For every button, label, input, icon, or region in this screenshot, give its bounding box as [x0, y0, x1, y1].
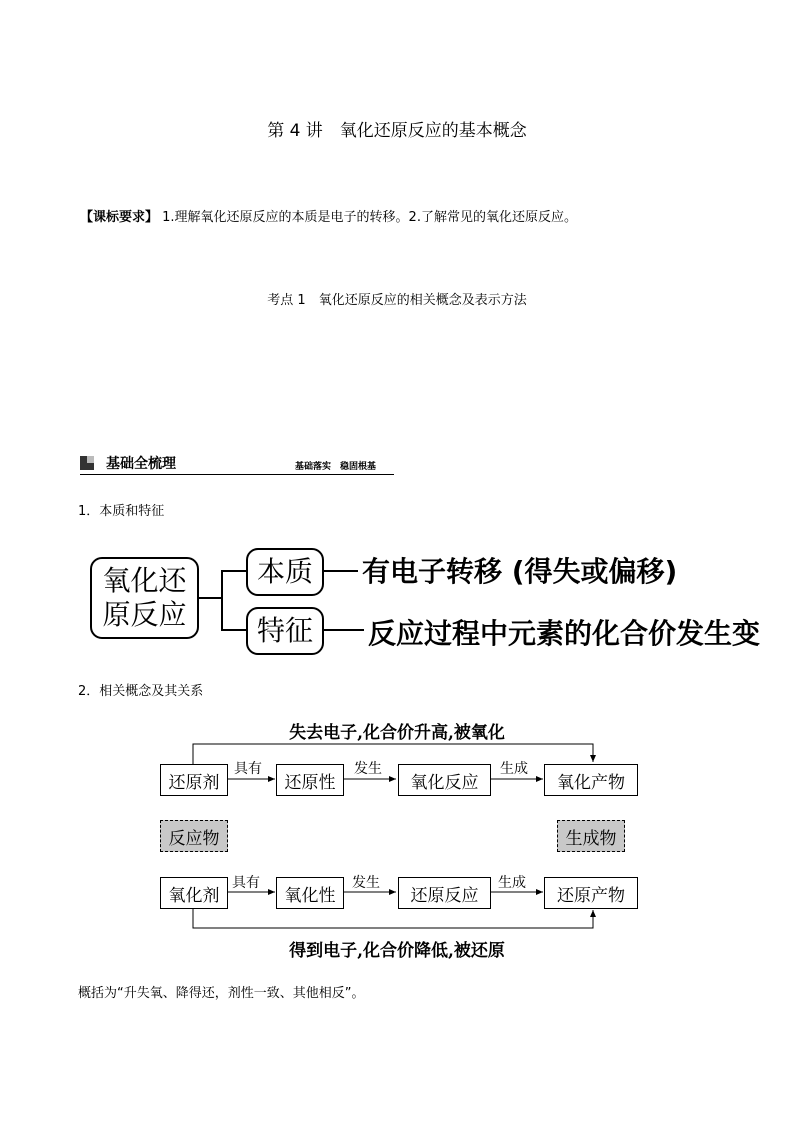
feature-label: 特征 — [256, 614, 313, 647]
summary-text: 概括为“升失氧、降得还，剂性一致、其他相反”。 — [78, 986, 365, 1001]
arrow-label-bottom-occur: 发生 — [352, 875, 380, 891]
arrow-label-top-generate: 生成 — [500, 761, 528, 777]
requirement-text: 1.理解氧化还原反应的本质是电子的转移。2.了解常见的氧化还原反应。 — [158, 210, 577, 225]
concept-root-line1: 氧化还 — [102, 564, 187, 597]
product-box: 生成物 — [557, 820, 625, 852]
section-subtitle: 基础落实 稳固根基 — [295, 462, 377, 472]
part1-heading: 1．本质和特征 — [78, 504, 165, 519]
arrow-label-top-have: 具有 — [234, 761, 262, 777]
oxidizing-property-box: 氧化性 — [276, 877, 344, 909]
part2-heading: 2．相关概念及其关系 — [78, 684, 204, 699]
arrow-label-bottom-have: 具有 — [232, 875, 260, 891]
kaodian-title: 考点 1 氧化还原反应的相关概念及表示方法 — [267, 293, 527, 308]
oxidation-reaction-box: 氧化反应 — [398, 764, 491, 796]
reduction-reaction-box: 还原反应 — [398, 877, 491, 909]
reducing-agent-box: 还原剂 — [160, 764, 228, 796]
page-title: 第 4 讲 氧化还原反应的基本概念 — [267, 121, 527, 141]
essence-text: 有电子转移 (得失或偏移) — [362, 555, 678, 588]
requirement-label: 【课标要求】 — [80, 210, 159, 225]
bottom-caption: 得到电子,化合价降低,被还原 — [289, 941, 505, 961]
oxidation-product-box: 氧化产物 — [544, 764, 638, 796]
oxidizing-agent-box: 氧化剂 — [160, 877, 228, 909]
reactant-box: 反应物 — [160, 820, 228, 852]
section-name: 基础全梳理 — [106, 456, 176, 472]
arrow-label-top-occur: 发生 — [354, 761, 382, 777]
concept-root-line2: 原反应 — [102, 598, 187, 631]
arrow-label-bottom-generate: 生成 — [498, 875, 526, 891]
essence-label: 本质 — [256, 555, 313, 588]
reducing-property-box: 还原性 — [276, 764, 344, 796]
feature-text: 反应过程中元素的化合价发生变 — [368, 617, 761, 650]
top-caption: 失去电子,化合价升高,被氧化 — [289, 723, 505, 743]
reduction-product-box: 还原产物 — [544, 877, 638, 909]
